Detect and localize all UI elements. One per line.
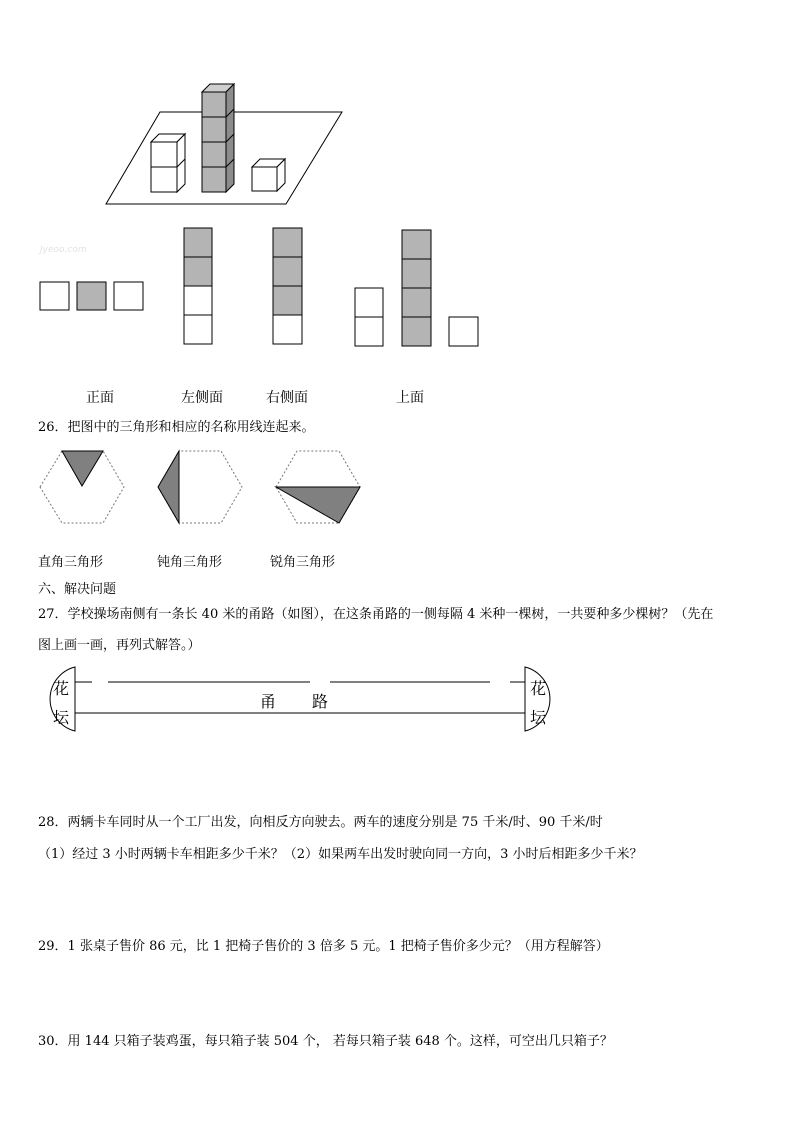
label-front: 正面 xyxy=(86,390,114,406)
question-28-line2: （1）经过 3 小时两辆卡车相距多少千米？（2）如果两车出发时驶向同一方向，3 小时后相距多少千米？ xyxy=(38,847,643,862)
name-obtuse-triangle: 钝角三角形 xyxy=(157,555,223,570)
question-27-line1: 27．学校操场南侧有一条长 40 米的甬路（如图），在这条甬路的一侧每隔 4 米种一棵树，一共要种多少棵树？（先在 xyxy=(38,607,714,622)
flowerbed-right-char-2: 坛 xyxy=(530,708,547,727)
question-30: 30．用 144 只箱子装鸡蛋，每只箱子装 504 个， 若每只箱子装 648 个。这样，可空出几只箱子？ xyxy=(38,1034,613,1049)
question-26: 26．把图中的三角形和相应的名称用线连起来。 xyxy=(38,420,315,435)
label-left-side: 左侧面 xyxy=(181,390,223,406)
label-top: 上面 xyxy=(396,390,424,406)
flowerbed-right-char-1: 花 xyxy=(530,679,547,698)
name-right-triangle: 直角三角形 xyxy=(38,555,104,570)
watermark: Jyeoo.com xyxy=(40,245,87,255)
question-29: 29．1 张桌子售价 86 元，比 1 把椅子售价的 3 倍多 5 元。1 把椅子售价多少元？（用方程解答） xyxy=(38,939,609,954)
name-acute-triangle: 锐角三角形 xyxy=(270,555,336,570)
section-title-problem-solving: 六、解决问题 xyxy=(38,582,117,597)
road-label-char-1: 甬 xyxy=(260,692,277,711)
question-27-line2: 图上画一画，再列式解答。） xyxy=(38,638,201,653)
road-label-char-2: 路 xyxy=(312,692,329,711)
question-28-line1: 28．两辆卡车同时从一个工厂出发，向相反方向驶去。两车的速度分别是 75 千米/时、90 千米/时 xyxy=(38,815,603,830)
label-right-side: 右侧面 xyxy=(266,390,308,406)
flowerbed-left-char-2: 坛 xyxy=(53,708,70,727)
flowerbed-left-char-1: 花 xyxy=(53,679,70,698)
